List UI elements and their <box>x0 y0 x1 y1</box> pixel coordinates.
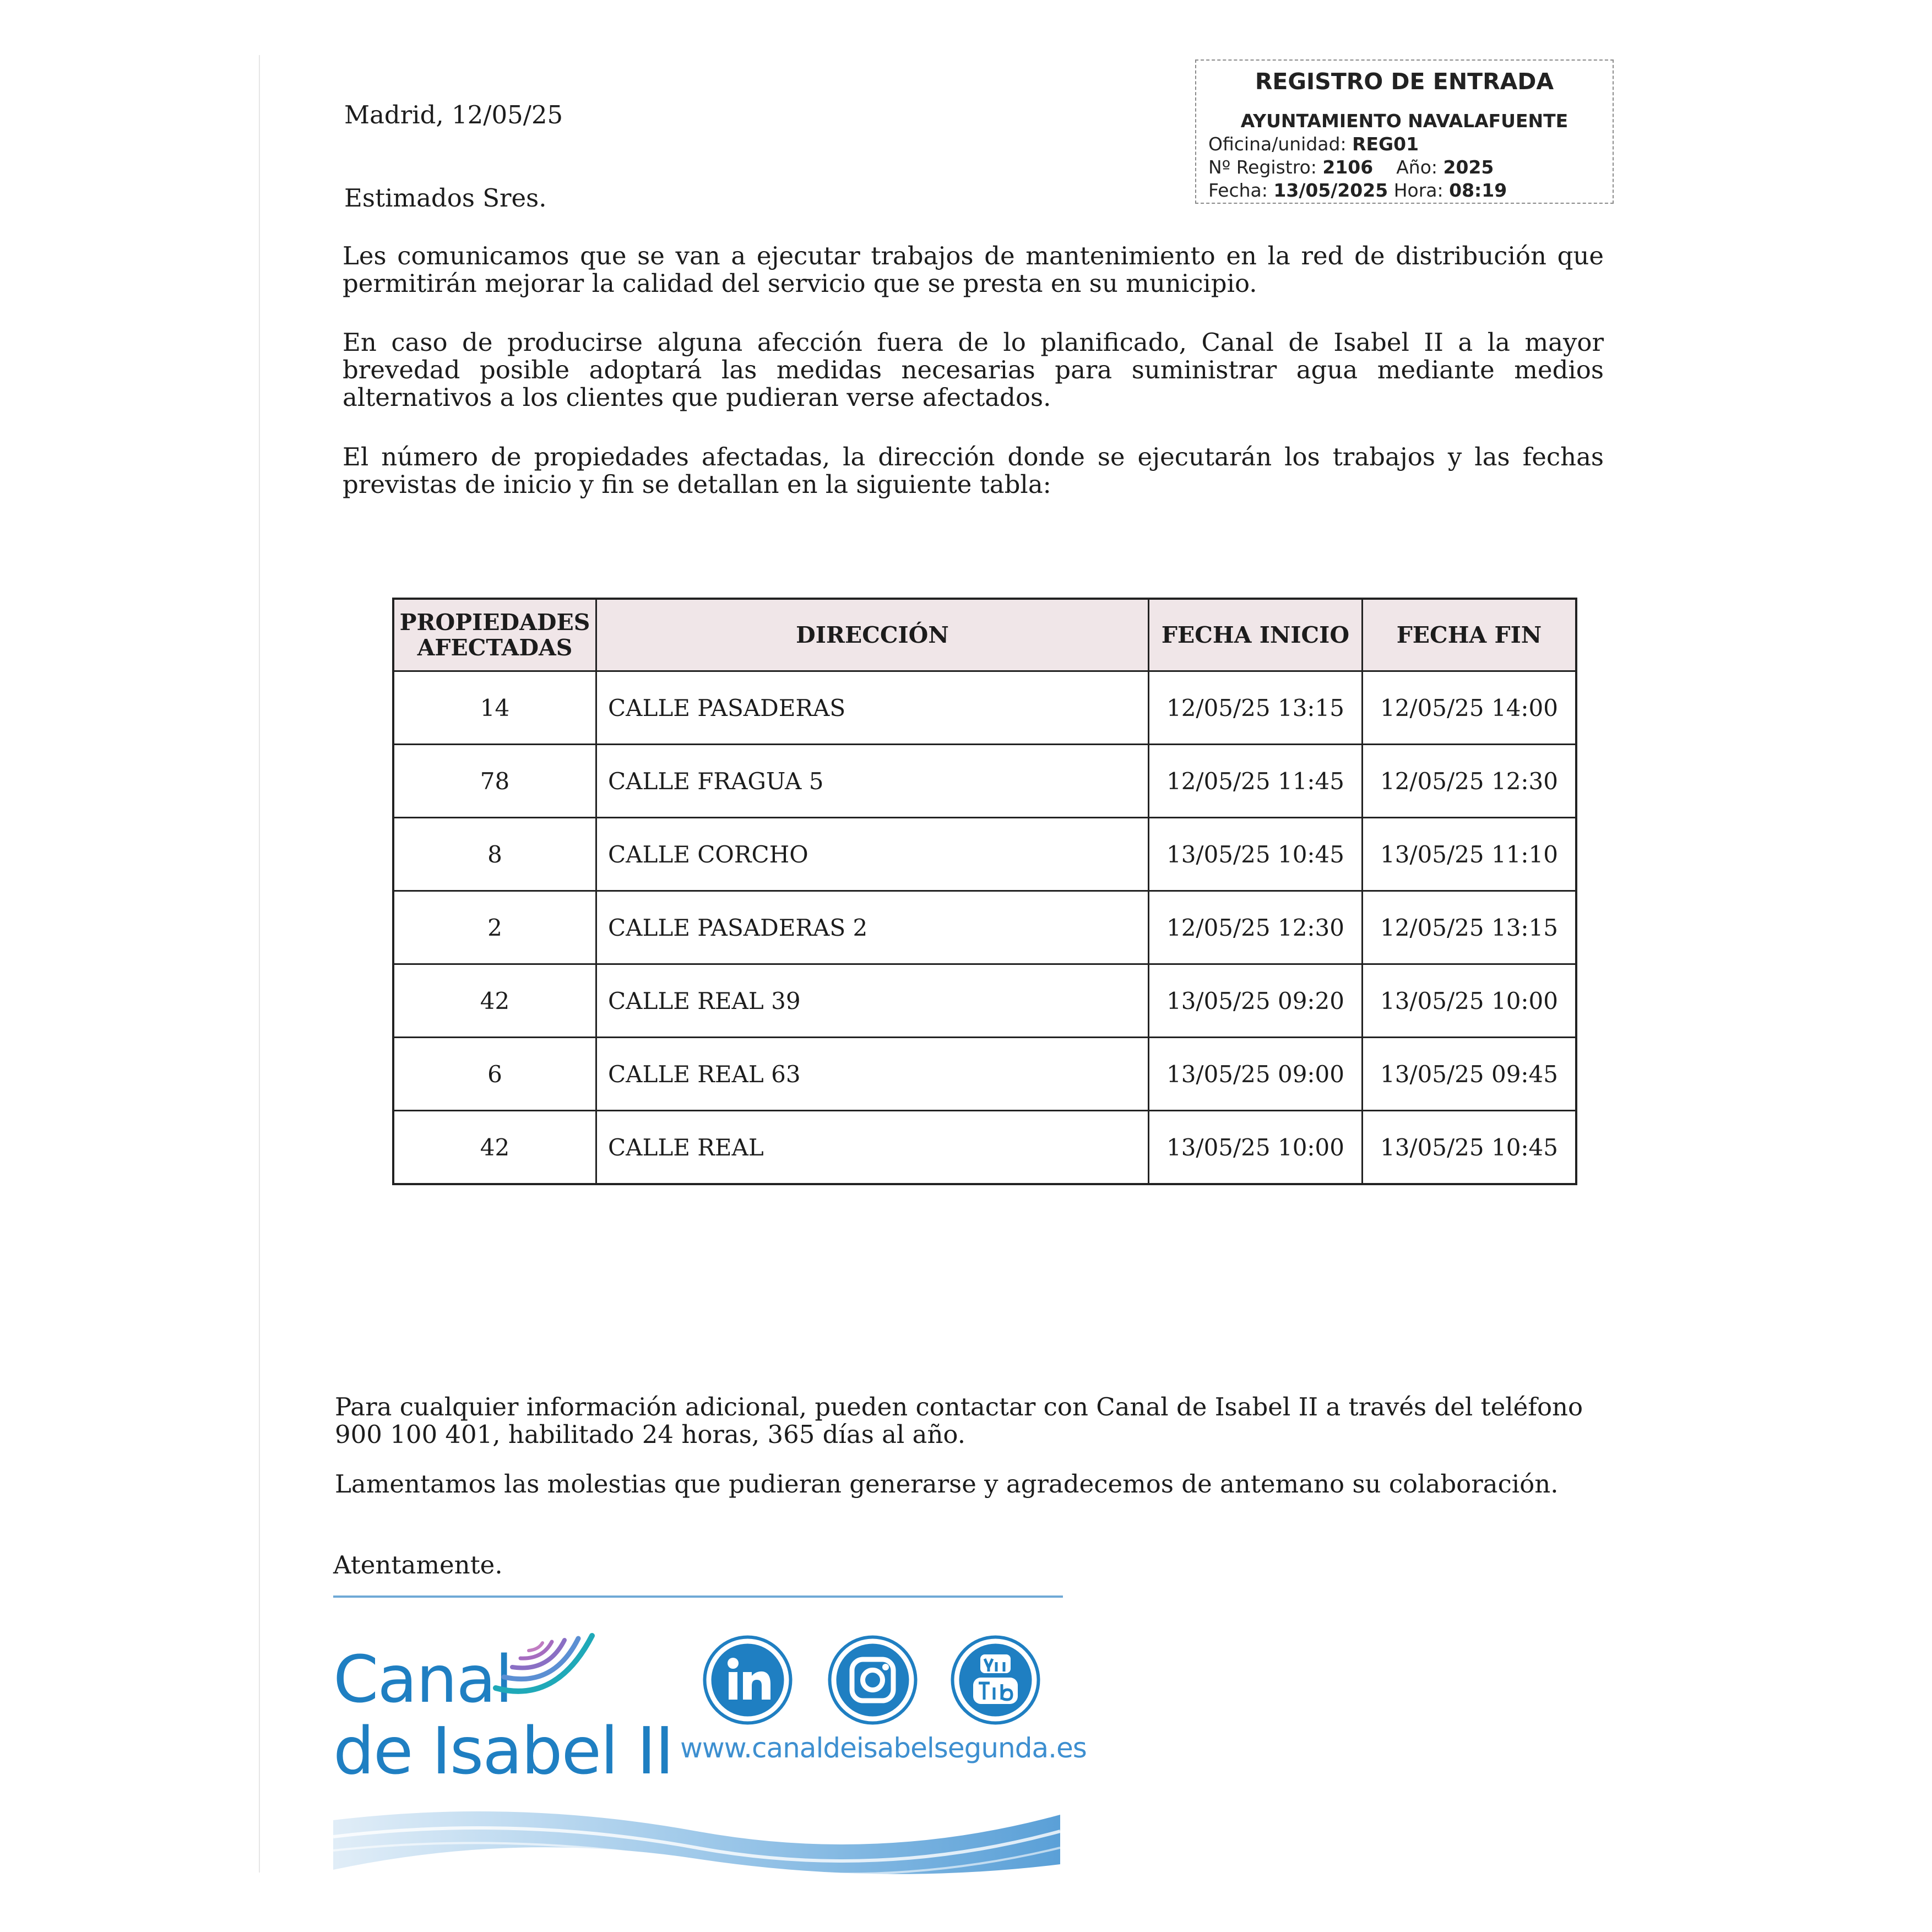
cell-end: 12/05/25 12:30 <box>1363 745 1577 818</box>
table-row <box>393 818 1576 891</box>
logo-line1: Canal <box>333 1641 512 1717</box>
stamp-date-label: Fecha: <box>1208 180 1268 201</box>
cell-address: CALLE REAL 39 <box>596 964 1149 1038</box>
table-row <box>393 1111 1576 1185</box>
cell-start: 12/05/25 12:30 <box>1149 891 1363 964</box>
letter-greeting: Estimados Sres. <box>344 183 547 213</box>
cell-start: 13/05/25 09:20 <box>1149 964 1363 1038</box>
stamp-office-value: REG01 <box>1352 133 1419 155</box>
table-row <box>393 745 1576 818</box>
cell-properties: 78 <box>393 745 596 818</box>
cell-end: 12/05/25 14:00 <box>1363 671 1577 745</box>
logo-line2: de Isabel II <box>333 1713 673 1789</box>
stamp-office-label: Oficina/unidad: <box>1208 133 1347 155</box>
header-end: FECHA FIN <box>1363 599 1577 671</box>
stamp-title: REGISTRO DE ENTRADA <box>1255 68 1554 95</box>
cell-end: 13/05/25 10:00 <box>1363 964 1577 1038</box>
stamp-date <box>1208 180 1507 201</box>
header-properties <box>393 599 596 671</box>
cell-end: 13/05/25 10:45 <box>1363 1111 1577 1185</box>
works-table <box>392 598 1577 1185</box>
letter-date: Madrid, 12/05/25 <box>344 100 563 129</box>
header-properties-line1: PROPIEDADES <box>399 609 590 636</box>
cell-end: 13/05/25 09:45 <box>1363 1038 1577 1111</box>
cell-address: CALLE REAL <box>596 1111 1149 1185</box>
stamp-registry-label: Nº Registro: <box>1208 156 1317 178</box>
stamp-office <box>1208 133 1419 155</box>
table-row <box>393 891 1576 964</box>
paragraph-intro: Les comunicamos que se van a ejecutar trabajos de mantenimiento en la red de distribución que permitirán mejorar la calidad del servicio que se presta en su municipio. <box>343 241 1604 298</box>
cell-address: CALLE CORCHO <box>596 818 1149 891</box>
letter-closing: Atentamente. <box>333 1550 503 1580</box>
cell-properties: 42 <box>393 964 596 1038</box>
instagram-icon[interactable] <box>827 1635 918 1725</box>
stamp-time-label: Hora: <box>1393 180 1443 201</box>
cell-properties: 8 <box>393 818 596 891</box>
cell-properties: 14 <box>393 671 596 745</box>
website-link[interactable]: www.canaldeisabelsegunda.es <box>680 1732 1087 1764</box>
cell-start: 13/05/25 09:00 <box>1149 1038 1363 1111</box>
cell-start: 12/05/25 13:15 <box>1149 671 1363 745</box>
cell-address: CALLE PASADERAS <box>596 671 1149 745</box>
cell-properties: 6 <box>393 1038 596 1111</box>
cell-start: 13/05/25 10:00 <box>1149 1111 1363 1185</box>
paragraph-table-intro: El número de propiedades afectadas, la dirección donde se ejecutarán los trabajos y las fechas previstas de inicio y fin se detallan en la siguiente tabla: <box>343 442 1604 499</box>
registry-stamp <box>1195 59 1614 204</box>
paragraph-contact: Para cualquier información adicional, pueden contactar con Canal de Isabel II a través del teléfono 900 100 401, habilitado 24 horas, 365 días al año. <box>335 1392 1583 1449</box>
cell-properties: 2 <box>393 891 596 964</box>
linkedin-icon[interactable] <box>702 1635 793 1725</box>
cell-address: CALLE PASADERAS 2 <box>596 891 1149 964</box>
paragraph-affection: En caso de producirse alguna afección fuera de lo planificado, Canal de Isabel II a la mayor brevedad posible adoptará las medidas necesarias para suministrar agua mediante medios alternativos a los clientes que pudieran verse afectados. <box>343 328 1604 412</box>
youtube-icon[interactable] <box>950 1635 1041 1725</box>
table-header-row <box>393 599 1576 671</box>
stamp-registry-value: 2106 <box>1322 156 1374 178</box>
header-properties-line2: AFECTADAS <box>417 634 573 661</box>
table-row <box>393 671 1576 745</box>
header-start: FECHA INICIO <box>1149 599 1363 671</box>
cell-start: 13/05/25 10:45 <box>1149 818 1363 891</box>
stamp-registry <box>1208 156 1494 178</box>
cell-address: CALLE FRAGUA 5 <box>596 745 1149 818</box>
signature-rule <box>333 1595 1063 1598</box>
table-row <box>393 964 1576 1038</box>
cell-properties: 42 <box>393 1111 596 1185</box>
stamp-year-value: 2025 <box>1443 156 1494 178</box>
cell-address: CALLE REAL 63 <box>596 1038 1149 1111</box>
cell-end: 13/05/25 11:10 <box>1363 818 1577 891</box>
logo-arcs-icon <box>490 1622 611 1716</box>
header-address: DIRECCIÓN <box>596 599 1149 671</box>
table-row <box>393 1038 1576 1111</box>
stamp-organization: AYUNTAMIENTO NAVALAFUENTE <box>1240 110 1569 132</box>
wave-banner <box>333 1798 1060 1886</box>
stamp-year-label: Año: <box>1396 156 1438 178</box>
paragraph-apology: Lamentamos las molestias que pudieran generarse y agradecemos de antemano su colaboración. <box>335 1469 1559 1499</box>
stamp-date-value: 13/05/2025 <box>1273 180 1388 201</box>
cell-start: 12/05/25 11:45 <box>1149 745 1363 818</box>
cell-end: 12/05/25 13:15 <box>1363 891 1577 964</box>
scan-page-edge <box>259 55 260 1873</box>
stamp-time-value: 08:19 <box>1449 180 1507 201</box>
